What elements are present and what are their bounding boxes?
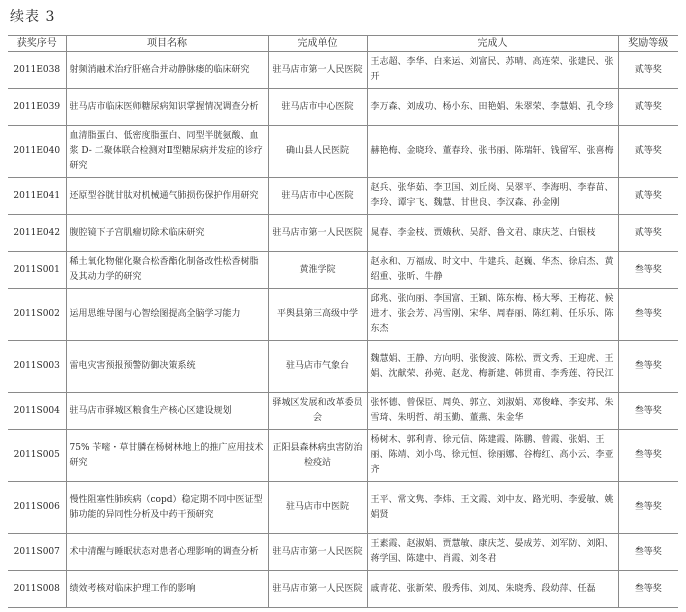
- award-number: 2011S003: [8, 341, 66, 393]
- award-number: 2011E038: [8, 52, 66, 89]
- award-level: 叁等奖: [618, 341, 678, 393]
- award-number: 2011S008: [8, 571, 66, 608]
- completing-people: 李万森、刘成功、杨小东、田艳娟、朱翠荣、李慧娟、孔令珍: [367, 89, 618, 126]
- project-name: 稀土氧化物催化聚合松香酯化制备改性松香树脂及其动力学的研究: [66, 252, 268, 289]
- table-caption: 续表 3: [10, 9, 56, 25]
- award-level: 叁等奖: [618, 393, 678, 430]
- project-name: 驻马店市驿城区粮食生产核心区建设规划: [66, 393, 268, 430]
- completing-unit: 驻马店市第一人民医院: [268, 571, 367, 608]
- table-row: [8, 341, 678, 393]
- award-number: 2011E040: [8, 126, 66, 178]
- header-award-level: 奖励等级: [618, 36, 678, 52]
- table-row: [8, 289, 678, 341]
- project-name: 绩效考核对临床护理工作的影响: [66, 571, 268, 608]
- project-name: 腹腔镜下子宫肌瘤切除术临床研究: [66, 215, 268, 252]
- project-name: 75% 苄嘧・草甘膦在杨树林地上的推广应用技术研究: [66, 430, 268, 482]
- completing-people: 王平、常文隽、李炜、王文霞、刘中友、路光明、李爱敏、姚娟贤: [367, 482, 618, 534]
- award-level: 叁等奖: [618, 571, 678, 608]
- table-row: [8, 393, 678, 430]
- completing-people: 杨树木、郭利青、徐元信、陈建霞、陈鹏、曾霞、张娟、王丽、陈靖、刘小鸟、徐元恒、徐丽娜、谷梅红、高小云、李亚齐: [367, 430, 618, 482]
- completing-unit: 驻马店市第一人民医院: [268, 215, 367, 252]
- project-name: 慢性阻塞性肺疾病（copd）稳定期不同中医证型肺功能的异同性分析及中药干预研究: [66, 482, 268, 534]
- completing-people: 张怀德、曾保臣、周奂、郭立、刘淑娟、邓俊峰、李安邦、朱雪琦、朱明哲、胡玉勤、董燕、朱金华: [367, 393, 618, 430]
- header-completing-unit: 完成单位: [268, 36, 367, 52]
- header-completing-people: 完成人: [367, 36, 618, 52]
- award-level: 叁等奖: [618, 252, 678, 289]
- table-row: [8, 534, 678, 571]
- project-name: 运用思维导图与心智绘图提高全脑学习能力: [66, 289, 268, 341]
- completing-people: 晁春、李金枝、贾娥秋、吴舒、鲁文君、康庆芝、白银枝: [367, 215, 618, 252]
- award-level: 贰等奖: [618, 215, 678, 252]
- award-level: 贰等奖: [618, 126, 678, 178]
- award-level: 叁等奖: [618, 430, 678, 482]
- completing-unit: 驻马店市中心医院: [268, 89, 367, 126]
- award-number: 2011S001: [8, 252, 66, 289]
- award-level: 叁等奖: [618, 482, 678, 534]
- completing-people: 赵永和、万福成、时文中、牛建兵、赵巍、华杰、徐启杰、黄绍重、张昕、牛静: [367, 252, 618, 289]
- project-name: 驻马店市临床医师糖尿病知识掌握情况调查分析: [66, 89, 268, 126]
- award-number: 2011S005: [8, 430, 66, 482]
- award-number: 2011S004: [8, 393, 66, 430]
- completing-people: 赵兵、张华茹、李卫国、刘丘岗、吴翠平、李海明、李春苗、李玲、谭宇飞、魏慧、甘世良、李汉森、孙金刚: [367, 178, 618, 215]
- award-number: 2011E042: [8, 215, 66, 252]
- completing-people: 赫艳梅、金晓玲、董春玲、张书丽、陈瑞轩、钱留军、张喜梅: [367, 126, 618, 178]
- header-award-number: 获奖序号: [8, 36, 66, 52]
- project-name: 雷电灾害预报预警防御决策系统: [66, 341, 268, 393]
- award-level: 叁等奖: [618, 534, 678, 571]
- completing-unit: 驻马店市第一人民医院: [268, 52, 367, 89]
- completing-people: 王素霞、赵淑娟、贾慧敏、康庆芝、晏成芳、刘军防、刘阳、蒋学国、陈建中、肖霞、刘冬君: [367, 534, 618, 571]
- table-row: [8, 89, 678, 126]
- table-header-row: [8, 36, 678, 52]
- table-row: [8, 215, 678, 252]
- completing-unit: 驻马店市气象台: [268, 341, 367, 393]
- completing-people: 邱兆、张向丽、李国富、王颖、陈东梅、杨大琴、王梅花、候进才、张会芳、冯雪刚、宋华、周春丽、陈红莉、任乐乐、陈东杰: [367, 289, 618, 341]
- award-level: 贰等奖: [618, 89, 678, 126]
- completing-unit: 驻马店市第一人民医院: [268, 534, 367, 571]
- award-number: 2011E039: [8, 89, 66, 126]
- header-project-name: 项目名称: [66, 36, 268, 52]
- completing-unit: 确山县人民医院: [268, 126, 367, 178]
- completing-people: 魏慧娟、王静、方向明、张俊波、陈松、贾文秀、王迎虎、王娟、沈献荣、孙菀、赵龙、梅新建、韩贯甫、李秀莲、符民江: [367, 341, 618, 393]
- table-row: [8, 571, 678, 608]
- table-row: [8, 482, 678, 534]
- table-row: [8, 252, 678, 289]
- award-number: 2011E041: [8, 178, 66, 215]
- project-name: 还原型谷胱甘肽对机械通气肺损伤保护作用研究: [66, 178, 268, 215]
- project-name: 血清脂蛋白、低密度脂蛋白、同型半胱氨酸、血浆 D- 二聚体联合检测对Ⅱ型糖尿病并发症的诊疗研究: [66, 126, 268, 178]
- award-number: 2011S007: [8, 534, 66, 571]
- award-number: 2011S006: [8, 482, 66, 534]
- completing-people: 王志超、李华、白来运、刘富民、苏晴、高连荣、张建民、张开: [367, 52, 618, 89]
- completing-unit: 平舆县第三高级中学: [268, 289, 367, 341]
- completing-unit: 驻马店市中医院: [268, 482, 367, 534]
- completing-people: 戚青花、张新荣、殷秀伟、刘凤、朱晓秀、段幼萍、任磊: [367, 571, 618, 608]
- completing-unit: 黄淮学院: [268, 252, 367, 289]
- award-level: 叁等奖: [618, 289, 678, 341]
- award-level: 贰等奖: [618, 52, 678, 89]
- awards-table: [8, 35, 678, 608]
- project-name: 射频消融术治疗肝癌合并动静脉瘘的临床研究: [66, 52, 268, 89]
- award-level: 贰等奖: [618, 178, 678, 215]
- award-number: 2011S002: [8, 289, 66, 341]
- completing-unit: 驿城区发展和改革委员会: [268, 393, 367, 430]
- completing-unit: 驻马店市中心医院: [268, 178, 367, 215]
- project-name: 术中清醒与睡眠状态对患者心理影响的调查分析: [66, 534, 268, 571]
- completing-unit: 正阳县森林病虫害防治检疫站: [268, 430, 367, 482]
- table-row: [8, 52, 678, 89]
- table-row: [8, 126, 678, 178]
- table-row: [8, 178, 678, 215]
- table-row: [8, 430, 678, 482]
